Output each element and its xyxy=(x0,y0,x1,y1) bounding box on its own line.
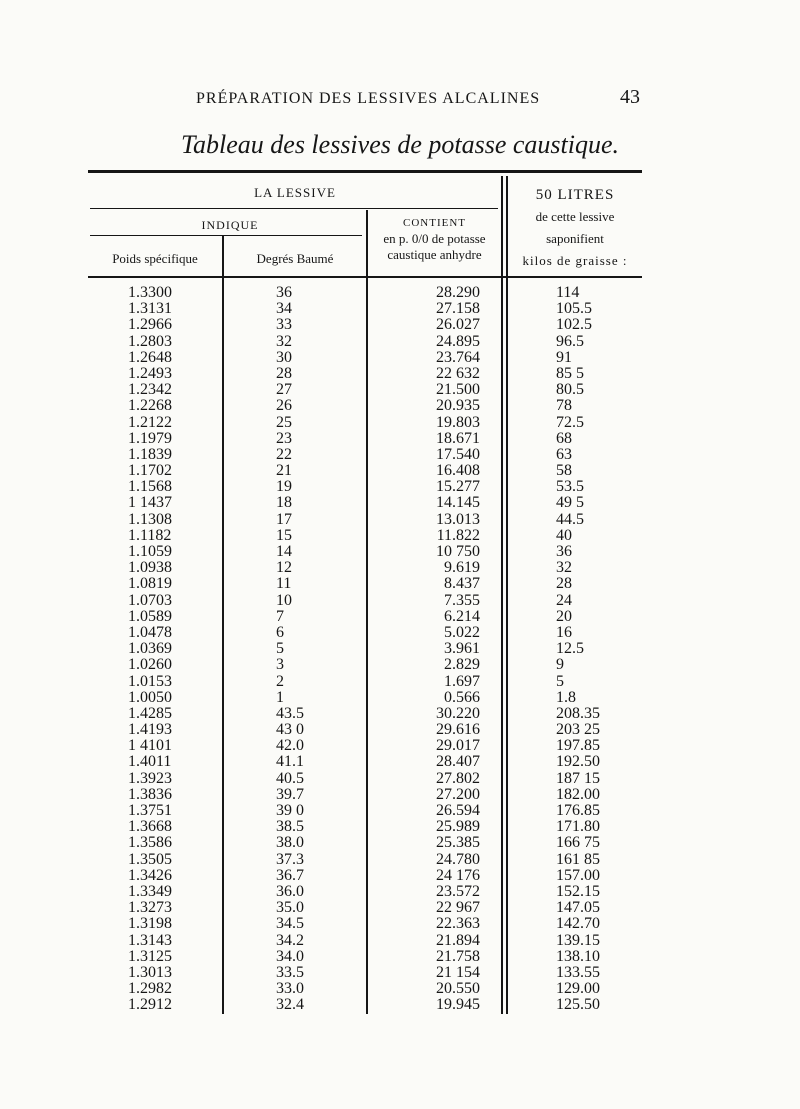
cell-degres: 17 xyxy=(276,510,292,528)
cell-contient: 21.758 xyxy=(436,947,480,965)
cell-degres: 26 xyxy=(276,397,292,415)
cell-degres: 38.5 xyxy=(276,818,304,836)
cell-poids: 1.1568 xyxy=(128,478,172,496)
cell-litres: 102.5 xyxy=(556,316,592,334)
cell-contient: 18.671 xyxy=(436,429,480,447)
cell-contient: 13.013 xyxy=(436,510,480,528)
cell-litres: 5 xyxy=(556,672,564,690)
cell-degres: 28 xyxy=(276,364,292,382)
cell-degres: 34.0 xyxy=(276,947,304,965)
column-contient xyxy=(410,285,480,1013)
cell-litres: 49 5 xyxy=(556,494,584,512)
cell-contient: 27.158 xyxy=(436,300,480,318)
column-rule-2 xyxy=(366,210,368,1014)
litres-line-3: saponifient xyxy=(546,231,604,246)
cell-poids: 1.3505 xyxy=(128,850,172,868)
cell-poids: 1.2122 xyxy=(128,413,172,431)
cell-poids: 1.2268 xyxy=(128,397,172,415)
cell-litres: 129.00 xyxy=(556,980,600,998)
cell-degres: 34.2 xyxy=(276,931,304,949)
cell-contient: 23.572 xyxy=(436,882,480,900)
cell-poids: 1.2966 xyxy=(128,316,172,334)
cell-poids: 1.0260 xyxy=(128,656,172,674)
cell-litres: 105.5 xyxy=(556,300,592,318)
cell-poids: 1.0050 xyxy=(128,688,172,706)
cell-litres: 16 xyxy=(556,623,572,641)
cell-litres: 72.5 xyxy=(556,413,584,431)
cell-degres: 39 0 xyxy=(276,802,304,819)
cell-degres: 14 xyxy=(276,543,292,560)
cell-contient: 20.935 xyxy=(436,397,480,415)
column-header-contient xyxy=(368,215,501,263)
cell-litres: 20 xyxy=(556,607,572,625)
litres-line-2: de cette lessive xyxy=(535,209,615,224)
cell-litres: 68 xyxy=(556,429,572,447)
cell-litres: 40 xyxy=(556,526,572,544)
column-degres xyxy=(276,285,304,1013)
cell-degres: 3 xyxy=(276,656,284,674)
cell-contient: 22 632 xyxy=(436,364,480,382)
cell-litres: 192.50 xyxy=(556,753,600,771)
cell-poids: 1.0153 xyxy=(128,672,172,690)
cell-degres: 33 xyxy=(276,316,292,334)
cell-contient: 16.408 xyxy=(436,462,480,480)
cell-poids: 1.3836 xyxy=(128,785,172,803)
cell-degres: 39.7 xyxy=(276,785,304,803)
cell-poids: 1.3426 xyxy=(128,866,172,884)
cell-degres: 35.0 xyxy=(276,899,304,917)
cell-litres: 96.5 xyxy=(556,332,584,350)
cell-litres: 138.10 xyxy=(556,947,600,965)
cell-litres: 187 15 xyxy=(556,769,600,787)
cell-poids: 1.1979 xyxy=(128,429,172,447)
cell-litres: 85 5 xyxy=(556,364,584,382)
cell-litres: 197.85 xyxy=(556,737,600,755)
cell-degres: 37.3 xyxy=(276,850,304,868)
cell-litres: 53.5 xyxy=(556,478,584,496)
cell-contient: 25.385 xyxy=(436,834,480,852)
cell-poids: 1.3300 xyxy=(128,284,172,301)
cell-poids: 1.2342 xyxy=(128,381,172,399)
cell-poids: 1.2912 xyxy=(128,996,172,1014)
cell-poids: 1.3013 xyxy=(128,963,172,981)
contient-line-2: en p. 0/0 de potasse xyxy=(383,231,486,246)
cell-degres: 2 xyxy=(276,672,284,690)
cell-degres: 36.7 xyxy=(276,866,304,884)
cell-litres: 171.80 xyxy=(556,818,600,836)
cell-litres: 157.00 xyxy=(556,866,600,884)
cell-litres: 182.00 xyxy=(556,785,600,803)
cell-litres: 9 xyxy=(556,656,564,674)
cell-contient: 26.027 xyxy=(436,316,480,334)
cell-contient: 0.566 xyxy=(444,688,480,706)
cell-degres: 43 0 xyxy=(276,721,304,739)
cell-degres: 19 xyxy=(276,478,292,496)
cell-litres: 12.5 xyxy=(556,640,584,658)
cell-contient: 28.290 xyxy=(436,284,480,301)
cell-litres: 91 xyxy=(556,348,572,366)
cell-litres: 32 xyxy=(556,559,572,577)
cell-litres: 114 xyxy=(556,284,580,301)
column-poids xyxy=(128,285,172,1013)
cell-degres: 1 xyxy=(276,688,284,706)
column-litres xyxy=(556,285,600,1013)
cell-contient: 25.989 xyxy=(436,818,480,836)
cell-contient: 17.540 xyxy=(436,445,480,463)
cell-contient: 27.200 xyxy=(436,785,480,803)
cell-contient: 28.407 xyxy=(436,753,480,771)
cell-contient: 8.437 xyxy=(444,575,480,593)
cell-degres: 41.1 xyxy=(276,753,304,771)
cell-litres: 28 xyxy=(556,575,572,593)
cell-litres: 63 xyxy=(556,445,572,463)
cell-poids: 1.3198 xyxy=(128,915,172,933)
cell-contient: 21 154 xyxy=(436,963,480,981)
cell-poids: 1 1437 xyxy=(128,494,172,512)
cell-contient: 21.500 xyxy=(436,381,480,399)
cell-contient: 21.894 xyxy=(436,931,480,949)
group-indique: INDIQUE xyxy=(201,218,259,232)
cell-degres: 38.0 xyxy=(276,834,304,852)
cell-poids: 1.4193 xyxy=(128,721,172,739)
cell-contient: 30.220 xyxy=(436,704,480,722)
cell-poids: 1.1702 xyxy=(128,462,172,480)
cell-degres: 32.4 xyxy=(276,996,304,1014)
cell-degres: 40.5 xyxy=(276,769,304,787)
cell-poids: 1.0938 xyxy=(128,559,172,577)
cell-litres: 133.55 xyxy=(556,963,600,981)
cell-contient: 1.697 xyxy=(444,672,480,690)
cell-degres: 18 xyxy=(276,494,292,512)
cell-contient: 6.214 xyxy=(444,607,480,625)
cell-degres: 23 xyxy=(276,429,292,447)
cell-poids: 1.0369 xyxy=(128,640,172,658)
cell-litres: 139.15 xyxy=(556,931,600,949)
cell-litres: 147.05 xyxy=(556,899,600,917)
cell-litres: 142.70 xyxy=(556,915,600,933)
cell-contient: 26.594 xyxy=(436,802,480,819)
group-lessive: LA LESSIVE xyxy=(254,185,336,200)
cell-poids: 1.3273 xyxy=(128,899,172,917)
cell-poids: 1.1308 xyxy=(128,510,172,528)
cell-litres: 152.15 xyxy=(556,882,600,900)
cell-contient: 27.802 xyxy=(436,769,480,787)
cell-degres: 30 xyxy=(276,348,292,366)
cell-degres: 43.5 xyxy=(276,704,304,722)
cell-litres: 78 xyxy=(556,397,572,415)
column-header-litres xyxy=(508,184,642,272)
cell-litres: 44.5 xyxy=(556,510,584,528)
cell-contient: 22 967 xyxy=(436,899,480,917)
top-rule xyxy=(88,170,642,173)
cell-contient: 20.550 xyxy=(436,980,480,998)
cell-litres: 176.85 xyxy=(556,802,600,819)
cell-poids: 1.4011 xyxy=(128,753,172,771)
cell-poids: 1.3668 xyxy=(128,818,172,836)
cell-litres: 166 75 xyxy=(556,834,600,852)
column-header-degres: Degrés Baumé xyxy=(256,251,334,266)
column-rule-3b xyxy=(506,176,508,1014)
cell-poids: 1.0819 xyxy=(128,575,172,593)
cell-litres: 203 25 xyxy=(556,721,600,739)
running-head: PRÉPARATION DES LESSIVES ALCALINES xyxy=(196,90,541,107)
contient-line-1: CONTIENT xyxy=(403,217,466,229)
cell-poids: 1.3125 xyxy=(128,947,172,965)
cell-poids: 1.0589 xyxy=(128,607,172,625)
cell-poids: 1.1839 xyxy=(128,445,172,463)
litres-line-1: 50 LITRES xyxy=(535,187,615,203)
cell-degres: 34.5 xyxy=(276,915,304,933)
cell-poids: 1.2803 xyxy=(128,332,172,350)
cell-contient: 10 750 xyxy=(436,543,480,560)
cell-degres: 15 xyxy=(276,526,292,544)
cell-contient: 29.017 xyxy=(436,737,480,755)
cell-poids: 1.4285 xyxy=(128,704,172,722)
cell-contient: 2.829 xyxy=(444,656,480,674)
cell-poids: 1.2982 xyxy=(128,980,172,998)
cell-poids: 1.3349 xyxy=(128,882,172,900)
cell-contient: 5.022 xyxy=(444,623,480,641)
cell-contient: 9.619 xyxy=(444,559,480,577)
cell-degres: 36 xyxy=(276,284,292,301)
cell-poids: 1.2648 xyxy=(128,348,172,366)
cell-poids: 1.1182 xyxy=(128,526,172,544)
contient-line-3: caustique anhydre xyxy=(387,247,482,262)
table-title: Tableau des lessives de potasse caustique. xyxy=(180,130,620,159)
lessive-brace xyxy=(90,208,498,209)
cell-degres: 32 xyxy=(276,332,292,350)
cell-contient: 29.616 xyxy=(436,721,480,739)
page-number: 43 xyxy=(620,86,640,108)
cell-litres: 80.5 xyxy=(556,381,584,399)
cell-poids: 1.3143 xyxy=(128,931,172,949)
cell-poids: 1.3586 xyxy=(128,834,172,852)
cell-litres: 161 85 xyxy=(556,850,600,868)
cell-degres: 10 xyxy=(276,591,292,609)
cell-degres: 5 xyxy=(276,640,284,658)
cell-contient: 11.822 xyxy=(436,526,480,544)
cell-contient: 24.895 xyxy=(436,332,480,350)
cell-contient: 22.363 xyxy=(436,915,480,933)
column-rule-3a xyxy=(501,176,503,1014)
cell-poids: 1.1059 xyxy=(128,543,172,560)
column-header-poids: Poids spécifique xyxy=(112,251,198,266)
cell-litres: 24 xyxy=(556,591,572,609)
cell-poids: 1.2493 xyxy=(128,364,172,382)
cell-poids: 1.3131 xyxy=(128,300,172,318)
cell-contient: 24 176 xyxy=(436,866,480,884)
cell-litres: 125.50 xyxy=(556,996,600,1014)
litres-line-4: kilos de graisse : xyxy=(522,253,628,268)
cell-degres: 33.5 xyxy=(276,963,304,981)
cell-contient: 19.945 xyxy=(436,996,480,1014)
cell-contient: 23.764 xyxy=(436,348,480,366)
cell-contient: 3.961 xyxy=(444,640,480,658)
header-bottom-rule xyxy=(88,276,642,278)
cell-poids: 1.3751 xyxy=(128,802,172,819)
cell-poids: 1.0703 xyxy=(128,591,172,609)
cell-degres: 12 xyxy=(276,559,292,577)
cell-contient: 24.780 xyxy=(436,850,480,868)
cell-contient: 19.803 xyxy=(436,413,480,431)
cell-contient: 14.145 xyxy=(436,494,480,512)
cell-contient: 7.355 xyxy=(444,591,480,609)
cell-litres: 1.8 xyxy=(556,688,576,706)
cell-poids: 1.0478 xyxy=(128,623,172,641)
cell-degres: 25 xyxy=(276,413,292,431)
cell-poids: 1 4101 xyxy=(128,737,172,755)
cell-degres: 33.0 xyxy=(276,980,304,998)
cell-degres: 21 xyxy=(276,462,292,480)
column-rule-1 xyxy=(222,236,224,1014)
cell-litres: 58 xyxy=(556,462,572,480)
cell-degres: 27 xyxy=(276,381,292,399)
cell-degres: 7 xyxy=(276,607,284,625)
cell-degres: 36.0 xyxy=(276,882,304,900)
cell-contient: 15.277 xyxy=(436,478,480,496)
cell-degres: 6 xyxy=(276,623,284,641)
cell-degres: 11 xyxy=(276,575,292,593)
cell-degres: 22 xyxy=(276,445,292,463)
cell-litres: 36 xyxy=(556,543,572,560)
cell-poids: 1.3923 xyxy=(128,769,172,787)
cell-litres: 208.35 xyxy=(556,704,600,722)
cell-degres: 42.0 xyxy=(276,737,304,755)
cell-degres: 34 xyxy=(276,300,292,318)
